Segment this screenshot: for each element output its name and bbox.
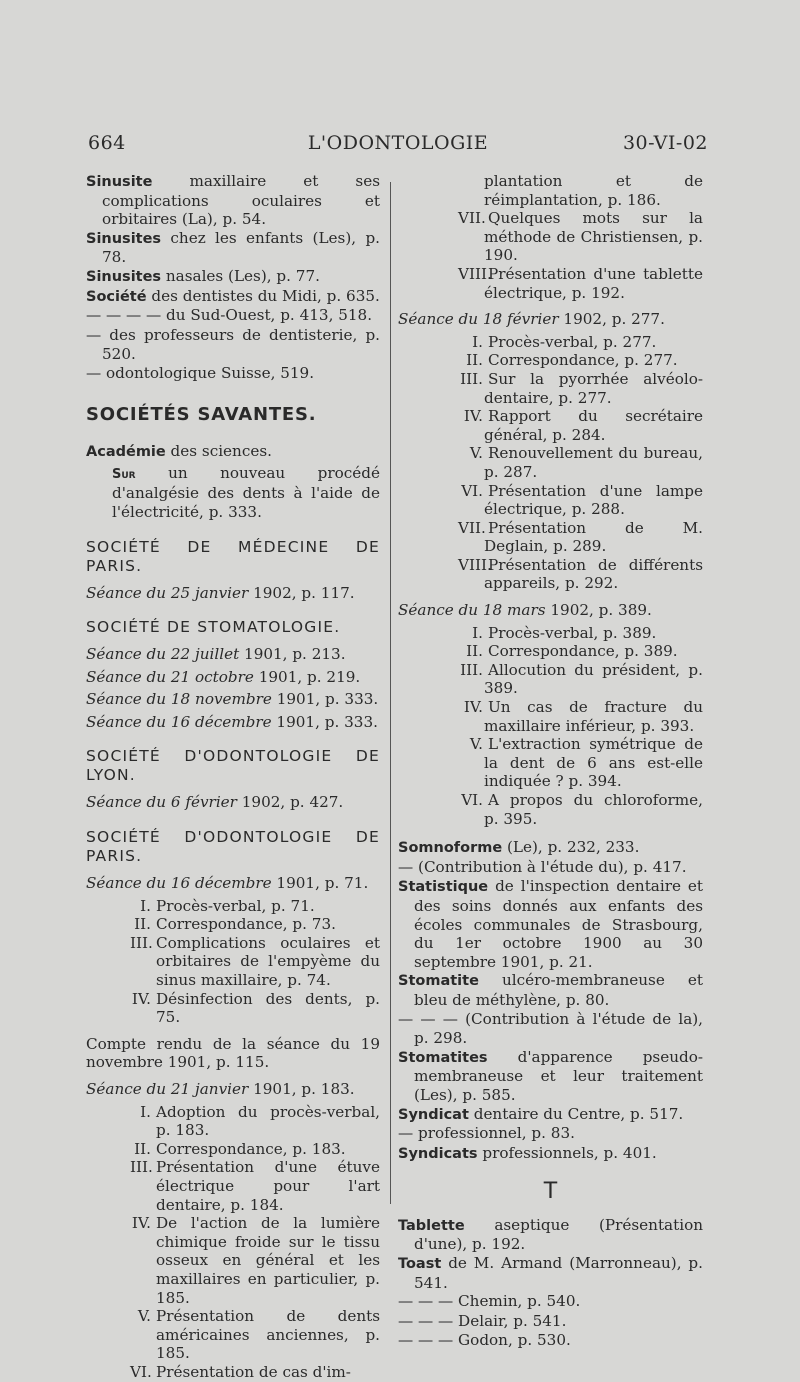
- agenda-item: II. Correspondance, p. 73.: [134, 915, 336, 934]
- entry-head: Sinusites: [86, 268, 162, 285]
- seance-line: Séance du 21 octobre 1901, p. 219.: [86, 667, 361, 686]
- index-entry: Sinusites chez les enfants (Les), p. 78.: [86, 228, 380, 267]
- index-entry: Somnoforme (Le), p. 232, 233.: [398, 838, 640, 857]
- entry-head: Société: [86, 288, 147, 305]
- spacer: [398, 828, 703, 838]
- index-entry: — — — Delair, p. 541.: [398, 1311, 567, 1330]
- issue-date: 30-VI-02: [622, 132, 708, 154]
- index-entry: Sinusite maxillaire et ses complications oculaires et orbitaires (La), p. 54.: [86, 172, 380, 229]
- index-entry: Syndicats professionnels, p. 401.: [398, 1143, 657, 1162]
- agenda-item: I. Procès-verbal, p. 277.: [472, 332, 657, 351]
- index-entry: — — — Chemin, p. 540.: [398, 1292, 581, 1311]
- agenda-item: IV. Rapport du secrétaire général, p. 284.: [463, 407, 703, 444]
- agenda-item: I. Adoption du procès-verbal, p. 183.: [140, 1102, 380, 1140]
- agenda-item: II. Correspondance, p. 277.: [466, 351, 678, 370]
- entry-head: Syndicat: [398, 1106, 469, 1123]
- seance-line: Séance du 16 décembre 1901, p. 333.: [86, 712, 378, 731]
- society-heading: SOCIÉTÉ DE MÉDECINE DE PARIS.: [86, 537, 380, 575]
- running-title: L'ODONTOLOGIE: [307, 132, 489, 154]
- agenda-item: VI. Présentation de cas d'im-: [130, 1362, 351, 1381]
- agenda-item: I. Procès-verbal, p. 71.: [140, 896, 315, 915]
- agenda-item: III. Présentation d'une étuve électrique pour l'art dentaire, p. 184.: [130, 1158, 380, 1214]
- seance-line: Séance du 22 juillet 1901, p. 213.: [86, 645, 346, 664]
- seance-line: Séance du 18 février 1902, p. 277.: [398, 310, 665, 329]
- compte-rendu: Compte rendu de la séance du 19 novembre 1901, p. 115.: [86, 1034, 380, 1072]
- agenda-item: II. Correspondance, p. 183.: [134, 1139, 346, 1158]
- seance-line: Séance du 21 janvier 1901, p. 183.: [86, 1080, 355, 1098]
- seance-line: Séance du 18 mars 1902, p. 389.: [398, 601, 652, 620]
- entries-top: [86, 172, 380, 384]
- index-entry: Tablette aseptique (Présentation d'une), p. 192.: [398, 1215, 703, 1254]
- index-entry: — odontologique Suisse, 519.: [86, 363, 315, 382]
- letter-heading: T: [543, 1179, 558, 1205]
- entry-head: Sinusites: [86, 230, 162, 247]
- index-entry: — — — Godon, p. 530.: [398, 1331, 571, 1350]
- index-entry: Sinusites nasales (Les), p. 77.: [86, 266, 320, 285]
- section-title: SOCIÉTÉS SAVANTES.: [86, 403, 317, 425]
- entry-head: Sinusite: [86, 174, 153, 190]
- entry-head: Académie: [86, 444, 166, 461]
- entry-head: Toast: [398, 1256, 442, 1273]
- academie-note: Sur un nouveau procédé d'analgésie des dents à l'aide de l'électricité, p. 333.: [112, 463, 380, 521]
- left-column: [86, 172, 380, 1382]
- index-entry: Syndicat dentaire du Centre, p. 517.: [398, 1104, 684, 1123]
- agenda-item: III. Complications oculaires et orbitaires de l'empyème du sinus maxillaire, p. 74.: [130, 933, 380, 990]
- index-entry: — des professeurs de dentisterie, p. 520.: [86, 325, 380, 364]
- agenda-item: IV. Désinfection des dents, p. 75.: [131, 989, 380, 1027]
- agenda-item: VIII.Présentation d'une tablette électrique, p. 192.: [458, 264, 703, 302]
- agenda-item: VII. Quelques mots sur la méthode de Christiensen, p. 190.: [458, 209, 703, 265]
- index-entry: Toast de M. Armand (Marronneau), p. 541.: [398, 1254, 703, 1292]
- agenda-item: IV. Un cas de fracture du maxillaire inférieur, p. 393.: [463, 698, 703, 735]
- seance-line: Séance du 18 novembre 1901, p. 333.: [86, 690, 379, 709]
- index-entry: — professionnel, p. 83.: [398, 1124, 575, 1143]
- index-entry: Statistique de l'inspection dentaire et des soins donnés aux enfants des écoles communales de Strasbourg, du 1er octobre 1900 au 30 septembre 1901, p. 21.: [398, 877, 703, 971]
- agenda-item: VI. Présentation d'une lampe électrique, p. 288.: [461, 481, 703, 519]
- agenda-item: II. Correspondance, p. 389.: [466, 642, 678, 661]
- index-entry: Société des dentistes du Midi, p. 635.: [86, 286, 380, 305]
- index-entry: — (Contribution à l'étude du), p. 417.: [398, 857, 687, 876]
- running-header: [88, 132, 708, 162]
- seance-line: Séance du 6 février 1902, p. 427.: [86, 793, 344, 812]
- entry-head: Stomatite: [398, 973, 479, 990]
- agenda-item: VIII.Présentation de différents appareils, p. 292.: [458, 555, 703, 593]
- entry-head: Stomatites: [398, 1049, 488, 1066]
- entry-head: Statistique: [398, 879, 489, 896]
- agenda-item: VII. Présentation de M. Deglain, p. 289.: [458, 518, 703, 556]
- agenda-item: I. Procès-verbal, p. 389.: [472, 623, 657, 642]
- society-heading: SOCIÉTÉ D'ODONTOLOGIE DE PARIS.: [86, 828, 380, 866]
- right-column: [398, 172, 703, 1351]
- index-entry: Stomatite ulcéro-membraneuse et bleu de méthylène, p. 80.: [398, 971, 703, 1009]
- agenda-item: V. L'extraction symétrique de la dent de 6 ans est-elle indiquée ? p. 394.: [469, 735, 703, 791]
- agenda-item: III. Sur la pyorrhée alvéolo-dentaire, p. 277.: [460, 369, 703, 407]
- agenda-item: VI. A propos du chloroforme, p. 395.: [461, 791, 703, 828]
- entry-head: Somnoforme: [398, 840, 503, 857]
- index-entry: — — — (Contribution à l'étude de la), p. 298.: [398, 1009, 703, 1048]
- agenda-item: III. Allocution du président, p. 389.: [460, 660, 703, 698]
- agenda-item: IV. De l'action de la lumière chimique froide sur le tissu osseux en général et les maxillaires en particulier, p. 185.: [131, 1214, 380, 1307]
- page-number: 664: [88, 132, 126, 154]
- society-heading: SOCIÉTÉ D'ODONTOLOGIE DE LYON.: [86, 747, 380, 785]
- agenda-item: V. Présentation de dents américaines anciennes, p. 185.: [137, 1307, 380, 1363]
- seance-line: Séance du 16 décembre 1901, p. 71.: [86, 874, 369, 893]
- index-entry: — — — — du Sud-Ouest, p. 413, 518.: [86, 306, 373, 325]
- index-entry: Stomatites d'apparence pseudo-membraneuse et leur traitement (Les), p. 585.: [398, 1047, 703, 1104]
- society-heading: SOCIÉTÉ DE STOMATOLOGIE.: [86, 618, 341, 637]
- entry-head: Tablette: [398, 1217, 465, 1234]
- agenda-item-continuation: plantation et de réimplantation, p. 186.: [484, 172, 703, 209]
- column-divider: [390, 182, 391, 1204]
- seance-line: Séance du 25 janvier 1902, p. 117.: [86, 583, 355, 602]
- entry-head: Syndicats: [398, 1145, 478, 1162]
- index-entry-academie: Académie des sciences.: [86, 442, 272, 461]
- agenda-item: V. Renouvellement du bureau, p. 287.: [469, 444, 703, 481]
